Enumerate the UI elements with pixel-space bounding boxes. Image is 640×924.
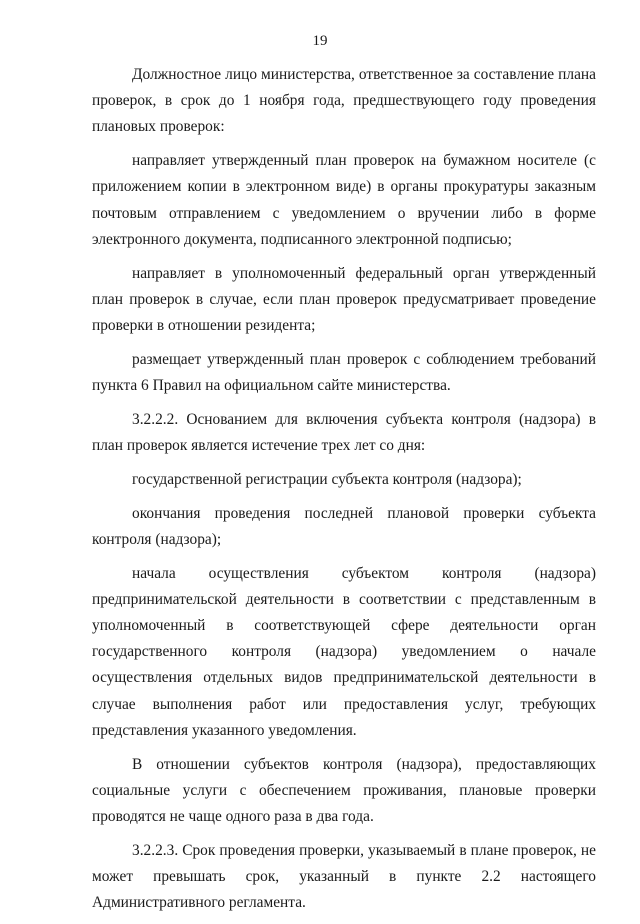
document-body bbox=[92, 62, 596, 924]
paragraph-3-2-2-2: 3.2.2.2. Основанием для включения субъекта контроля (надзора) в план проверок является истечение трех лет со дня: bbox=[92, 410, 596, 455]
paragraph-last-inspection: окончания проведения последней плановой проверки субъекта контроля (надзора); bbox=[92, 504, 596, 548]
paragraph-state-registration: государственной регистрации субъекта контроля (надзора); bbox=[132, 470, 522, 488]
paragraph-social-services: В отношении субъектов контроля (надзора), предоставляющих социальные услуги с обеспечением проживания, плановые проверки проводятся не чаще одного раза в два года. bbox=[92, 755, 596, 826]
paragraph-publish-on-website: размещает утвержденный план проверок с соблюдением требований пункта 6 Правил на официальном сайте министерства. bbox=[92, 350, 596, 395]
page-number: 19 bbox=[312, 33, 328, 49]
paragraph-3-2-2-3: 3.2.2.3. Срок проведения проверки, указываемый в плане проверок, не может превышать срок, указанный в пункте 2.2 настоящего Административного регламента. bbox=[92, 841, 596, 912]
paragraph-start-of-activity: начала осуществления субъектом контроля (надзора) предпринимательской деятельности в соответствии с представленным в уполномоченный в соответствующей сфере деятельности орган государственного контроля (надзора) уведомлением о начале осуществления отдельных видов предпринимательской деятельности в случае выполнения работ или предоставления услуг, требующих представления указанного уведомления. bbox=[92, 564, 596, 739]
paragraph-official-responsible: Должностное лицо министерства, ответственное за составление плана проверок, в срок до 1 ноября года, предшествующего году проведения плановых проверок: bbox=[92, 66, 596, 136]
paragraph-send-to-federal-body: направляет в уполномоченный федеральный орган утвержденный план проверок в случае, если план проверок предусматривает проведение проверки в отношении резидента; bbox=[92, 264, 596, 335]
paragraph-send-to-prosecutor: направляет утвержденный план проверок на бумажном носителе (с приложением копии в электронном виде) в органы прокуратуры заказным почтовым отправлением с уведомлением о вручении либо в форме электронного документа, подписанного электронной подписью; bbox=[92, 152, 596, 248]
